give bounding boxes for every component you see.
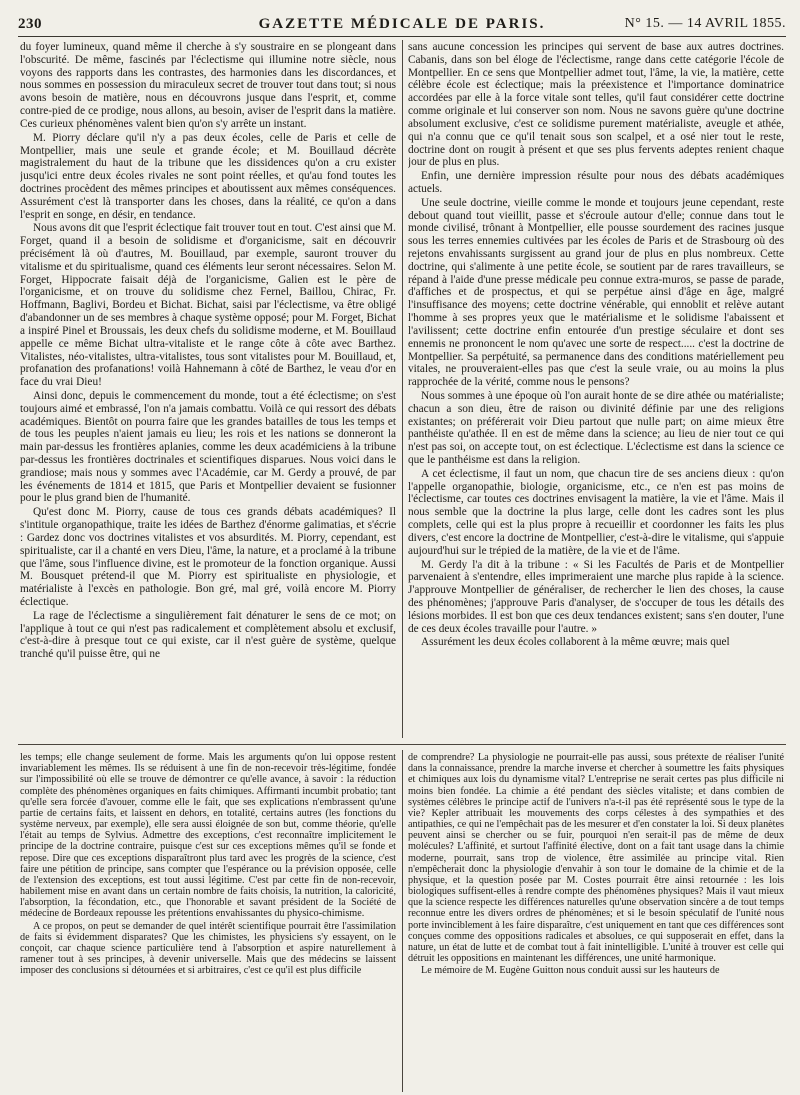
- paragraph: les temps; elle change seulement de forme. Mais les arguments qu'on lui oppose restent invariablement les mêmes. Ils se réduisent à une fin de non-recevoir très-légitime, fondée sur l'impossibilité où elle se trouve de démontrer ce qu'elle avance, à savoir : la réduction complète des phénomènes organiques en faits chimiques. Affirmanti incumbit probatio; tant qu'elle sera forcée d'avouer, comme elle le fait, que ses explications n'embrassent qu'une partie de certains faits, et laissent en dehors, en totalité, certains autres (les fonctions du système nerveux, par exemple), elle sera aussi éloignée de son but, comme théorie, qu'elle l'était au temps de Sylvius. Admettre des exceptions, c'est reconnaître implicitement le principe de la doctrine contraire, puisque c'est sur ces exceptions mêmes qu'il se fonde et repose. Dire que ces exceptions disparaîtront plus tard avec les progrès de la science, c'est faire une pétition de principe, sans compter que l'espérance ou la prévision opposée, celle de l'extension des exceptions, est tout aussi légitime. C'est par cette fin de non-recevoir, habilement mise en avant dans un certain nombre de faits choisis, la nutrition, la caloricité, l'absorption, la fécondation, etc., que l'honorable et savant président de la Société de médecine de Bordeaux repousse les prétentions envahissantes du physico-chimisme.: [20, 752, 396, 920]
- paragraph: M. Gerdy l'a dit à la tribune : « Si les Facultés de Paris et de Montpellier parvenaient à s'entendre, elles imprimeraient une marche plus rapide à la science. J'approuve Montpellier de généraliser, de rechercher le lien des choses, la cause des phénomènes; j'approuve Paris d'analyser, de s'occuper de tous les détails des lésions morbides. Il est bon que ces deux tendances existent; sans s'en douter, l'une de ces deux écoles travaille pour l'autre. »: [408, 558, 784, 635]
- journal-title: GAZETTE MÉDICALE DE PARIS.: [258, 16, 546, 32]
- page-header: [18, 14, 786, 37]
- paragraph: Qu'est donc M. Piorry, cause de tous ces grands débats académiques? Il s'intitule organopathique, traite les idées de Barthez d'énorme galimatias, et s'écrie : Gardez donc vos doctrines vitalistes et vos absurdités. M. Piorry, cependant, est spiritualiste, car il a chanté en vers Dieu, l'âme, la nature, et a proclamé à la tribune que l'âme, sous l'influence divine, est le promoteur de la fonction organique. Aussi M. Bousquet prétend-il que M. Piorry est spiritualiste en physiologie, et matérialiste à l'excès en pathologie. Bon gré, mal gré, voilà encore M. Piorry éclectique.: [20, 506, 396, 608]
- column-divider: [402, 750, 403, 1092]
- paragraph: Une seule doctrine, vieille comme le monde et toujours jeune cependant, reste debout quand tout vieillit, passe et s'écroule autour d'elle; connue dans tout le monde civilisé, trônant à Montpellier, elle pousse sourdement des racines jusque sous les terres ennemies cultivées par les écoles de Paris et de Strasbourg où des rejetons envahissants surgissent au grand jour de plus en plus nombreux. Cette doctrine, qui s'alimente à une petite école, se soutient par de rares travailleurs, se répand à l'aide d'une presse médicale peu connue extra-muros, se passe de parade, d'affiches et de prospectus, et qui se perpétue ainsi d'âge en âge, malgré l'insuffisance des moyens; cette doctrine vénérable, qui ennoblit et relève autant l'homme à ses propres yeux que le matérialisme et le solidisme l'abaissent et l'avilissent; cette doctrine enfin entourée d'un prestige séculaire et dont ses ennemis ne prononcent le nom qu'avec une sorte de respect..... c'est la doctrine de Montpellier. Sa perpétuité, sa permanence dans des conditions matériellement peu vitales, ne prouveraient-elles pas que c'est la seule vraie, ou au moins la plus rapprochée de la vérité, comme nous le pensons?: [408, 196, 784, 389]
- bottom-left-column: [20, 752, 396, 1092]
- page-number: 230: [18, 16, 42, 32]
- paragraph: A ce propos, on peut se demander de quel intérêt scientifique pourrait être l'assimilation de faits si évidemment disparates? Que les chimistes, les physiciens s'y essayent, on le conçoit, car chaque science particulière tend à l'absorption et aspire naturellement à ramener tout à ses principes, à devenir universelle. Mais que des médecins se laissent imposer des conclusions si détournées et si arbitraires, c'est ce qu'il est plus difficile: [20, 920, 396, 977]
- top-left-column: [20, 41, 396, 736]
- paragraph: sans aucune concession les principes qui servent de base aux autres doctrines. Cabanis, dans son bel éloge de l'éclectisme, range dans cette catégorie l'école de Montpellier. En ce sens que Montpellier admet tout, l'âme, la vie, la matière, cette célèbre école est éclectique; mais la préexistence et l'importance dominatrice accordées par elle à la force vitale sont telles, qu'il faut considérer cette doctrine comme originale et lui conserver son nom. Nous ne savons guère qu'une doctrine absolument exclusive, c'est ce solidisme purement matérialiste, aveugle et athée, qui n'a connu que ce qu'il tenait sous son scalpel, et a osé nier tout le reste, doctrine dont on rougit à présent et que ses plus fervents adeptes renient chaque jour de plus en plus.: [408, 41, 784, 169]
- bottom-right-column: [408, 752, 784, 1092]
- column-divider: [402, 40, 403, 738]
- paragraph: Ainsi donc, depuis le commencement du monde, tout a été éclectisme; on s'est toujours aimé et embrassé, l'on n'a jamais combattu. Voilà ce qui ressort des débats académiques. Bientôt on pourra faire que les grandes batailles de tous les temps et de tous les peuples n'aient jamais eu lieu; les rois et les nations se donneront la main par-dessus les frontières aplanies, comme les deux académiciens à la tribune par-dessus les frontières doctrinales et scientifiques disparues. Nous voici dans le grandiose; mais nous y sommes avec l'Académie, car M. Gerdy a prouvé, de par les événements de 1814 et 1815, que Paris et Montpellier devaient se fusionner pour le plus grand bien de l'humanité.: [20, 389, 396, 505]
- issue-date: N° 15. — 14 AVRIL 1855.: [624, 16, 786, 31]
- paragraph: La rage de l'éclectisme a singulièrement fait dénaturer le sens de ce mot; on l'applique à tout ce qui n'est pas radicalement et complètement absolu et exclusif, c'est-à-dire à presque tout ce qui existe, car il n'est guère de système, quelque tranché qu'il puisse être, qui ne: [20, 609, 396, 661]
- paragraph: Nous avons dit que l'esprit éclectique fait trouver tout en tout. C'est ainsi que M. Forget, quand il a besoin de solidisme et d'organicisme, sait en découvrir précisément là où d'autres, M. Bouillaud, par exemple, sauront trouver du vitalisme et du spiritualisme, quand ces éléments leur seront nécessaires. Selon M. Forget, Hippocrate faisait déjà de l'organicisme, Galien est le père de l'organicisme, et on trouve du solidisme chez Fernel, Baillou, Chirac, Fr. Hoffmann, Baglivi, Bordeu et Bichat. Bichat, saisi par l'éclectisme, va être obligé d'abandonner un de ses membres à chaque système opposé; pour M. Forget, Bichat a inspiré Pinel et Broussais, les deux chefs du solidisme moderne, et M. Bouillaud appelle ce même Bichat ultra-vitaliste et le range côte à côte avec Barthez. Vitalistes, néo-vitalistes, ultra-vitalistes, tous sont vitalistes pour M. Bouillaud, et, profanation des profanations! voilà Hahnemann à côté de Barthez, le veau d'or en face du vrai Dieu!: [20, 222, 396, 389]
- paragraph: M. Piorry déclare qu'il n'y a pas deux écoles, celle de Paris et celle de Montpellier, mais une seule et grande école; et M. Bouillaud décrète magistralement du haut de la tribune que les dissidences qu'on a cru exister jusqu'ici entre deux écoles rivales ne sont point réelles, et qu'au fond toutes les doctrines procèdent des mêmes principes et aboutissent aux mêmes conséquences. Assurément c'est là transporter dans les choses, dans la réalité, ce qu'on a dans l'esprit en songe, en désir, en tendance.: [20, 131, 396, 221]
- section-divider: [18, 744, 786, 745]
- top-right-column: [408, 41, 784, 736]
- paragraph: Enfin, une dernière impression résulte pour nous des débats académiques actuels.: [408, 170, 784, 195]
- paragraph: de comprendre? La physiologie ne pourrait-elle pas aussi, sous prétexte de réaliser l'unité dans la connaissance, prendre la marche inverse et chercher à soumettre les faits physiques et chimiques aux lois du dynamisme vital? L'entreprise ne serait certes pas plus difficile ni moins bien fondée. La chimie a été pendant des siècles vitaliste; et dans combien de systèmes célèbres le principe actif de l'univers n'a-t-il pas été représenté sous le type de la vie? Kepler attribuait les mouvements des corps célestes à des sympathies et des antipathies, ce qui ne l'empêchait pas de les mesurer et d'en constater la loi. Si deux planètes peuvent ainsi se chercher ou se fuir, pourquoi n'en serait-il pas de même de deux molécules? L'affinité, et surtout l'affinité élective, dont on a fait tant usage dans la chimie moderne, pourrait, sans trop de violence, être assimilée au principe vital. Rien n'empêcherait donc la physiologie d'envahir à son tour le domaine de la chimie et de la physique, et la question posée par M. Costes pourrait être ainsi retournée : les lois biologiques suffisent-elles à rendre compte des phénomènes physiques? Mais il vaut mieux que la science respecte les différences naturelles qu'une observation sincère a de tout temps reconnue entre les divers ordres de phénomènes; et si le besoin spéculatif de l'unité nous porte invinciblement à les faire disparaître, c'est uniquement en tant que ces différences sont conçues comme des oppositions radicales et absolues, ce qui supposerait en effet, dans la nature, un état de lutte et de combat tout à fait inintelligible. L'unité à trouver est celle qui détruit les oppositions en maintenant les différences, une unité harmonique.: [408, 752, 784, 965]
- paragraph: Nous sommes à une époque où l'on aurait honte de se dire athée ou matérialiste; chacun a son dieu, être de raison ou divinité définie par une des religions existantes; on préférerait voir Dieu partout que nulle part; on aime mieux être panthéiste qu'athée. Il en est de même dans la science; au lieu de nier tout ce qui n'est pas soi, on accepte tout, on est éclectique. L'éclectisme est dans la science ce que le panthéisme est dans la religion.: [408, 389, 784, 466]
- paragraph: Le mémoire de M. Eugène Guitton nous conduit aussi sur les hauteurs de: [421, 965, 720, 977]
- paragraph: Assurément les deux écoles collaborent à la même œuvre; mais quel: [421, 636, 730, 649]
- paragraph: du foyer lumineux, quand même il cherche à s'y soustraire en se plongeant dans l'obscurité. De même, fascinés par l'éclectisme qui illumine notre siècle, nous voyons des rapports dans les contrastes, des harmonies dans les discordances, et nous sommes en possession du miraculeux secret de trouver tout dans tout; si nous avons besoin de matière, nous en découvrons jusque dans l'esprit, et, comme contre-pied de ce prodige, nous allons, au besoin, aviser de l'esprit dans la matière. Ces curieux phénomènes valent bien qu'on s'y arrête un instant.: [20, 41, 396, 130]
- paragraph: A cet éclectisme, il faut un nom, que chacun tire de ses anciens dieux : qu'on l'appelle organopathie, biologie, organicisme, etc., ce n'en est pas moins de l'éclectisme, car toutes ces doctrines envisagent la matière, la vie et l'âme. Mais il nous semble que la doctrine la plus large, celle dont les cadres sont les plus complets, celle qui est la plus propre à recueillir et coordonner les faits les plus divers, c'est encore la doctrine de Montpellier, c'est-à-dire le vitalisme, qui s'appuie aujourd'hui sur le trépied de la matière, de la vie et de l'âme.: [408, 467, 784, 557]
